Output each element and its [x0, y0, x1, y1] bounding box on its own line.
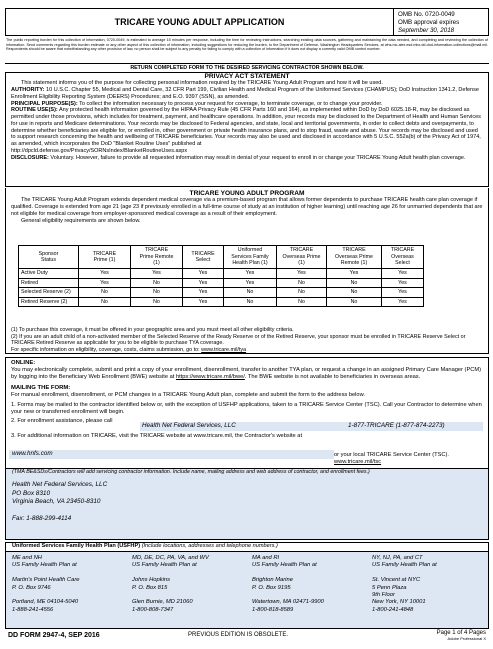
- privacy-heading: PRIVACY ACT STATEMENT: [204, 73, 290, 80]
- usfhp-line: P. O. Box 9195: [252, 584, 291, 591]
- tsc-link[interactable]: www.tricare.mil/tsc: [334, 458, 382, 465]
- table-cell: Yes: [327, 269, 382, 279]
- usfhp-line: US Family Health Plan at: [372, 562, 437, 569]
- form-title: TRICARE YOUNG ADULT APPLICATION: [6, 9, 394, 35]
- mailing-heading: MAILING THE FORM:: [11, 384, 71, 391]
- table-row: [19, 297, 424, 307]
- usfhp-line: Glen Burnie, MD 21060: [132, 599, 193, 606]
- table-cell: Yes: [382, 288, 424, 298]
- table-row: [19, 278, 424, 288]
- omb-block: [398, 11, 459, 34]
- table-cell: No: [277, 278, 327, 288]
- row-label-cell: Retired: [19, 278, 79, 288]
- table-cell: Yes: [79, 269, 131, 279]
- table-cell: Yes: [183, 269, 224, 279]
- usfhp-line: US Family Health Plan at: [252, 562, 317, 569]
- page-number: Page 1 of 4 Pages Adobe Professional X: [436, 630, 486, 641]
- usfhp-line: [132, 570, 209, 577]
- tya-link[interactable]: www.tricare.mil/tya: [201, 346, 247, 353]
- table-cell: No: [131, 278, 183, 288]
- privacy-intro: This statement informs you of the purpose for collecting personal information required by the TRICARE Young Adult Program and how it will be used.: [21, 80, 383, 87]
- mail-item-3: 3. For additional information on TRICARE, visit the TRICARE website at www.tricare.mil, the Contractor's website at: [11, 433, 303, 440]
- note-3: For specific information on eligibility, coverage, costs, claims submission, go to: www.tricare.mil/tya: [11, 346, 247, 353]
- table-row: [19, 269, 424, 279]
- contractor-website-field[interactable]: www.hnfs.com: [9, 450, 334, 459]
- usfhp-line: 1-800-241-4848: [372, 606, 414, 613]
- usfhp-line: New York, NY 10001: [372, 599, 426, 606]
- burden-statement: The public reporting burden for this collection of information, 0720-0049, is estimated to average 15 minutes per response, including the time for reviewing instructions, searching existing data sources, gathering and maintaining the data needed, and completing and reviewing the collection of information. Send comments regarding this burden estimate or any other aspect of this collection of information, including suggestions for reducing the burden, to the Department of Defense, Washington Headquarters Services, at whs.mc-alex.esd.mbx.dd-dod-information-collections@mail.mil. Respondents should be aware that notwithstanding any other provision of law, no person shall be subject to any penalty for failing to comply with a collection of information if it does not display a currently valid OMB control number.: [6, 38, 488, 52]
- table-header-cell: TRICARE Prime Remote (1): [131, 246, 183, 269]
- table-header-cell: TRICARE Overseas Prime (1): [277, 246, 327, 269]
- usfhp-location-column: [372, 555, 437, 614]
- note-1: (1) To purchase this coverage, it must be offered in your geographic area and you must meet all other eligibility criteria.: [11, 327, 294, 333]
- usfhp-line: P. O. Box 9746: [12, 584, 51, 591]
- contractor-info-caption: (TMA BE&SDs/Contractors will add servicing contractor information. Include name, mailing address and web address of contractor, and enrollment fees.): [5, 469, 489, 478]
- table-cell: Yes: [382, 269, 424, 279]
- usfhp-line: 1-800-818-8589: [252, 606, 294, 613]
- table-cell: No: [79, 297, 131, 307]
- form-page: [5, 8, 489, 644]
- table-row: [19, 288, 424, 298]
- table-cell: Yes: [382, 278, 424, 288]
- table-header-cell: TRICARE Prime (1): [79, 246, 131, 269]
- table-cell: Yes: [382, 297, 424, 307]
- table-cell: Yes: [277, 269, 327, 279]
- usfhp-line: Brighton Marine: [252, 577, 293, 584]
- usfhp-line: ME and NH: [12, 555, 42, 561]
- contractor-line: Health Net Federal Services, LLC: [12, 481, 108, 488]
- eligibility-table: [18, 245, 424, 307]
- table-cell: Yes: [224, 278, 277, 288]
- row-label-cell: Selected Reserve (2): [19, 288, 79, 298]
- usfhp-line: Martin's Point Health Care: [12, 577, 80, 584]
- usfhp-location-column: [252, 555, 324, 614]
- usfhp-line: MA and RI: [252, 555, 280, 561]
- mailing-text: For manual enrollment, disenrollment, or PCM changes in a TRICARE Young Adult plan, complete and submit the form to the address below.: [11, 391, 365, 398]
- bwe-link[interactable]: https://www.tricare.mil/bwe/: [175, 373, 245, 380]
- contractor-line: [12, 507, 482, 515]
- table-cell: Yes: [224, 269, 277, 279]
- usfhp-line: US Family Health Plan at: [132, 562, 197, 569]
- table-header-cell: Sponsor Status: [19, 246, 79, 269]
- table-cell: Yes: [183, 278, 224, 288]
- usfhp-caption: Uniformed Services Family Health Plan (USFHP) (Include locations, addresses and telephone numbers.): [6, 543, 488, 552]
- usfhp-line: St. Vincent at NYC: [372, 577, 421, 584]
- tya-program-section: [5, 188, 489, 354]
- table-cell: No: [79, 288, 131, 298]
- privacy-act-section: [5, 72, 489, 187]
- table-cell: Yes: [183, 288, 224, 298]
- omb-expiry-date: September 30, 2018: [398, 26, 455, 34]
- table-cell: No: [327, 278, 382, 288]
- note-2: (2) If you are an adult child of a non-activated member of the Selected Reserve of the Ready Reserve or of the Retired Reserve, your sponsor must be enrolled in TRICARE Reserve Select or TRICARE Retired Reserve as applicable for you to be eligible to purchase TYA coverage.: [11, 333, 466, 347]
- usfhp-line: [372, 570, 437, 577]
- form-footer: [5, 629, 489, 644]
- contractor-line: Virginia Beach, VA 23450-8310: [12, 498, 101, 506]
- usfhp-line: [12, 570, 79, 577]
- usfhp-line: 1-800-808-7347: [132, 606, 174, 613]
- routine-use-paragraph: ROUTINE USE(S): Any protected health information governed by the HIPAA Privacy Rule (45 CFR Parts 160 and 164), as implemented within DoD by DoD 6025.18-R, may be disclosed as permitted under those provisions, which includes for treatment, payment, and healthcare operations. In addition, your records may be disclosed to the Department of Health and Human Services for use in reports and Medicare determinations. Your records may be disclosed to Federal agencies, and state, local and territorial governments, in order to collect debts and overpayments, to determine whether beneficiaries are eligible for, or enrolled in, other government or private health insurance plans, and to stop fraud, waste and abuse. Your records may be disclosed and used to support research concerning the health and wellbeing of TRICARE beneficiaries. Your records may also be used and disclosed in accordance with 5 U.S.C. 552a(b) of the Privacy Act of 1974, as amended, which incorporates the DoD "Blanket Routine Uses" published at http://dpcld.defense.gov/Privacy/SORNsIndex/BlanketRoutineUses.aspx: [11, 107, 481, 154]
- table-cell: No: [277, 297, 327, 307]
- return-instruction: RETURN COMPLETED FORM TO THE DESIRED SERVICING CONTRACTOR SHOWN BELOW.: [5, 63, 489, 73]
- table-header-cell: TRICARE Overseas Prime Remote (1): [327, 246, 382, 269]
- usfhp-line: [132, 592, 209, 599]
- table-cell: No: [224, 288, 277, 298]
- usfhp-line: US Family Health Plan at: [12, 562, 77, 569]
- eligibility-intro: General eligibility requirements are shown below.: [21, 217, 141, 224]
- contractor-name-field[interactable]: Health Net Federal Services, LLC: [140, 422, 345, 431]
- table-cell: Yes: [131, 269, 183, 279]
- table-header-cell: TRICARE Select: [183, 246, 224, 269]
- usfhp-line: Johns Hopkins: [132, 577, 171, 584]
- usfhp-section: [5, 542, 489, 629]
- usfhp-line: Watertown, MA 02471-9900: [252, 599, 324, 606]
- usfhp-line: 5 Penn Plaza: [372, 584, 407, 591]
- usfhp-line: P. O. Box 815: [132, 584, 168, 591]
- table-cell: Yes: [79, 278, 131, 288]
- usfhp-line: 9th Floor: [372, 591, 395, 598]
- table-cell: Yes: [183, 297, 224, 307]
- contractor-phone-field[interactable]: 1-877-TRICARE (1-877-874-2273): [345, 422, 483, 431]
- usfhp-location-column: [12, 555, 79, 614]
- form-id: DD FORM 2947-4, SEP 2016: [8, 632, 100, 639]
- mail-item-2: 2. For enrollment assistance, please call: [11, 418, 113, 425]
- usfhp-line: NY, NJ, PA, and CT: [372, 555, 423, 561]
- omb-number: OMB No. 0720-0049: [398, 11, 455, 18]
- row-label-cell: Active Duty: [19, 269, 79, 279]
- omb-approval: OMB approval expires: [398, 18, 460, 26]
- table-cell: No: [131, 288, 183, 298]
- usfhp-line: [252, 592, 324, 599]
- usfhp-line: MD, DE, DC, PA, VA, and WV: [132, 555, 209, 561]
- tsc-text: or your local TRICARE Service Center (TSC). www.tricare.mil/tsc: [334, 452, 449, 465]
- contractor-info-box[interactable]: [5, 478, 489, 540]
- usfhp-location-column: [132, 555, 209, 614]
- contractor-line: PO Box 8310: [12, 489, 51, 497]
- online-text: You may electronically complete, submit and print a copy of your enrollment, disenrollment, transfer to another TYA plan, or request a change in an assigned Primary Care Manager (PCM) by logging into the Beneficiary Web Enrollment (BWE) website at https://www.tricare.mil/bwe/. The BWE website is not available to beneficiaries in overseas areas.: [11, 367, 481, 380]
- table-cell: No: [224, 297, 277, 307]
- table-cell: No: [327, 288, 382, 298]
- table-cell: No: [277, 288, 327, 298]
- program-heading: TRICARE YOUNG ADULT PROGRAM: [189, 190, 305, 197]
- program-description: The TRICARE Young Adult Program extends dependent medical coverage via a premium-based program that allows former dependents to purchase TRICARE health care plan coverage if qualified. Coverage is extended from age 21 (age 23 if previously enrolled in a full-time course of study at an institution of higher learning) until reaching age 26 for unmarried dependents that are not eligible for medical coverage from employer-sponsored medical coverage as a result of their employment.: [11, 197, 483, 217]
- contractor-fax: Fax: 1-888-299-4114: [12, 514, 72, 522]
- usfhp-line: [252, 570, 324, 577]
- authority-paragraph: AUTHORITY: 10 U.S.C. Chapter 55, Medical and Dental Care, 32 CFR Part 199, Civilian Health and Medical Program of the Uniformed Services (CHAMPUS); DoD Instruction 1341.2, Defense Enrollment Eligibility Reporting System (DEERS) Procedures; and E.O. 9397 (SSN), as amended.: [11, 87, 479, 100]
- obsolete-notice: PREVIOUS EDITION IS OBSOLETE.: [188, 632, 289, 638]
- table-header-cell: Uniformed Services Family Health Plan (1): [224, 246, 277, 269]
- mail-item-1: 1. Forms may be mailed to the contractor identified below or, with the exception of USFHP applications, taken to a TRICARE Service Center (TSC). Call your Contractor to determine when your new or transferred enrollment will begin.: [11, 401, 482, 415]
- usfhp-line: [12, 592, 79, 599]
- disclosure-paragraph: DISCLOSURE: Voluntary. However, failure to provide all requested information may result in denial of your request to enroll in or change your TRICARE Young Adult health plan coverage.: [11, 154, 466, 161]
- table-header-cell: TRICARE Overseas Select: [382, 246, 424, 269]
- online-mailing-section: [5, 357, 489, 469]
- row-label-cell: Retired Reserve (2): [19, 297, 79, 307]
- eligibility-notes: [11, 327, 485, 353]
- blanket-routine-uses-link[interactable]: http://dpcld.defense.gov/Privacy/SORNsIndex/BlanketRoutineUses.aspx: [11, 147, 188, 154]
- table-cell: No: [327, 297, 382, 307]
- table-cell: No: [131, 297, 183, 307]
- online-heading: ONLINE:: [11, 360, 36, 366]
- usfhp-line: 1-888-241-4556: [12, 606, 54, 613]
- purpose-paragraph: PRINCIPAL PURPOSE(S): To collect the information necessary to process your request for coverage, to terminate coverage, or to change your provider.: [11, 100, 383, 107]
- form-header: [5, 8, 489, 36]
- usfhp-line: Portland, ME 04104-5040: [12, 599, 79, 606]
